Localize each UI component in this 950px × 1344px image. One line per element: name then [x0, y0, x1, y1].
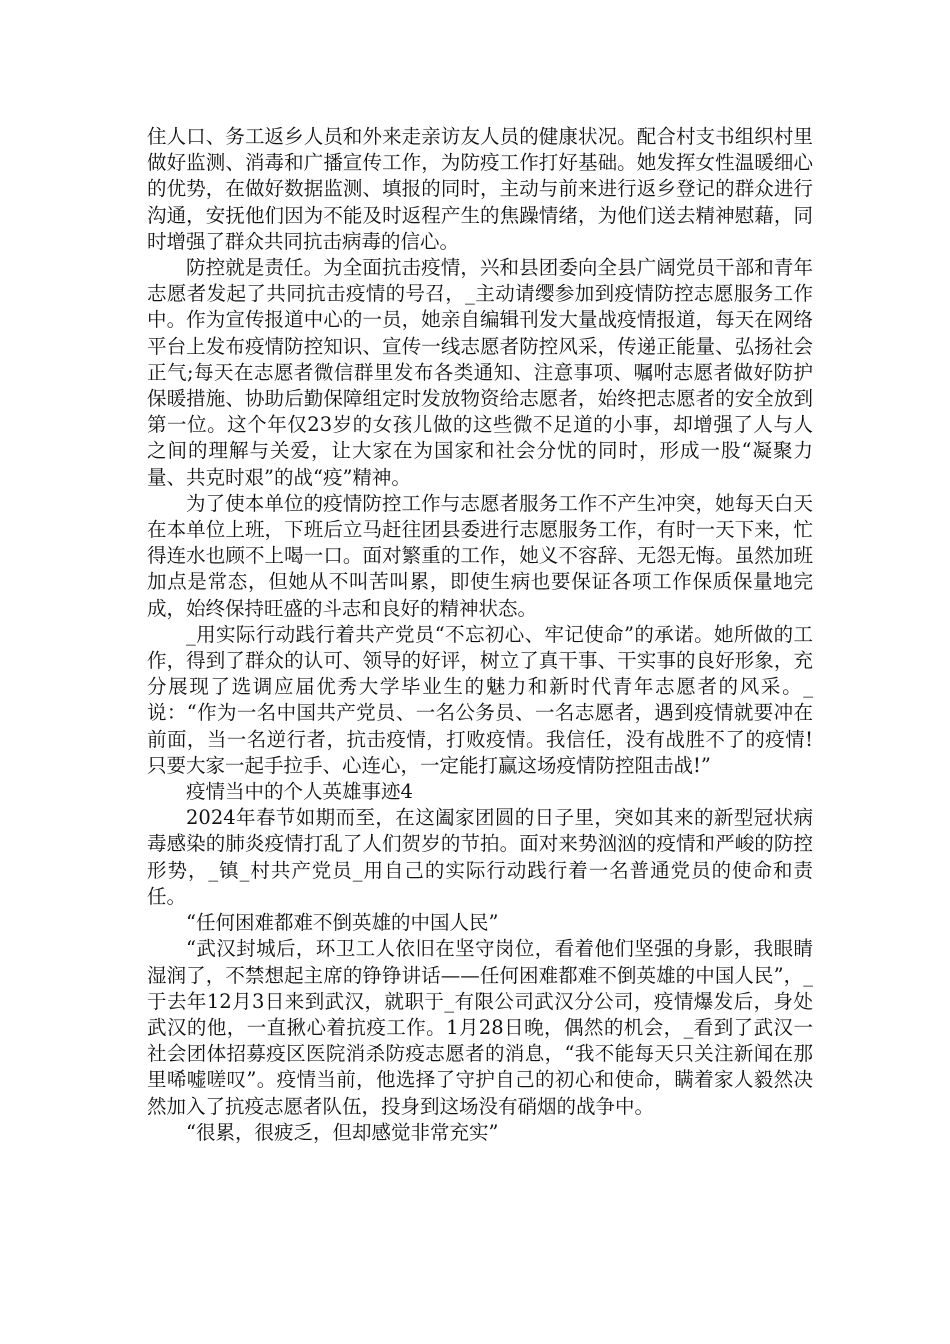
quote-heading: “很累，很疲乏，但却感觉非常充实”: [186, 1120, 499, 1144]
section-heading: 疫情当中的个人英雄事迹4: [186, 780, 413, 804]
paragraph: 为了使本单位的疫情防控工作与志愿者服务工作不产生冲突，她每天白天在本单位上班，下班后立马赶往团县委进行志愿服务工作，有时一天下来，忙得连水也顾不上喝一口。面对繁重的工作，她义不容辞、无怨无悔。虽然加班加点是常态，但她从不叫苦叫累，即使生病也要保证各项工作保质保量地完成，始终保持旺盛的斗志和良好的精神状态。: [147, 491, 813, 620]
paragraph: 2024年春节如期而至，在这阖家团圆的日子里，突如其来的新型冠状病毒感染的肺炎疫情打乱了人们贺岁的节拍。面对来势汹汹的疫情和严峻的防控形势，_镇_村共产党员_用自己的实际行动践行着一名普通党员的使命和责任。: [147, 806, 813, 908]
document-body: [147, 124, 813, 1146]
paragraph: “武汉封城后，环卫工人依旧在坚守岗位，看着他们坚强的身影，我眼睛湿润了，不禁想起主席的铮铮讲话——任何困难都难不倒英雄的中国人民”，_于去年12月3日来到武汉，就职于_有限公司武汉分公司，疫情爆发后，身处武汉的他，一直揪心着抗疫工作。1月28日晚，偶然的机会，_看到了武汉一社会团体招募疫区医院消杀防疫志愿者的消息，“我不能每天只关注新闻在那里唏嘘嗟叹”。疫情当前，他选择了守护自己的初心和使命，瞒着家人毅然决然加入了抗疫志愿者队伍，投身到这场没有硝烟的战争中。: [147, 937, 813, 1118]
paragraph: _用实际行动践行着共产党员“不忘初心、牢记使命”的承诺。她所做的工作，得到了群众的认可、领导的好评，树立了真干事、干实事的良好形象，充分展现了选调应届优秀大学毕业生的魅力和新时代青年志愿者的风采。_说：“作为一名中国共产党员、一名公务员、一名志愿者，遇到疫情就要冲在前面，当一名逆行者，抗击疫情，打败疫情。我信任，没有战胜不了的疫情!只要大家一起手拉手、心连心，一定能打赢这场疫情防控阻击战!”: [147, 622, 813, 777]
paragraph: 住人口、务工返乡人员和外来走亲访友人员的健康状况。配合村支书组织村里做好监测、消毒和广播宣传工作，为防疫工作打好基础。她发挥女性温暖细心的优势，在做好数据监测、填报的同时，主动与前来进行返乡登记的群众进行沟通，安抚他们因为不能及时返程产生的焦躁情绪，为他们送去精神慰藉，同时增强了群众共同抗击病毒的信心。: [147, 125, 813, 253]
paragraph: 防控就是责任。为全面抗击疫情，兴和县团委向全县广阔党员干部和青年志愿者发起了共同抗击疫情的号召，_主动请缨参加到疫情防控志愿服务工作中。作为宣传报道中心的一员，她亲自编辑刊发大量战疫情报道，每天在网络平台上发布疫情防控知识、宣传一线志愿者防控风采，传递正能量、弘扬社会正气;每天在志愿者微信群里发布各类通知、注意事项、嘱咐志愿者做好防护保暖措施、协助后勤保障组定时发放物资给志愿者，始终把志愿者的安全放到第一位。这个年仅23岁的女孩儿做的这些微不足道的小事，却增强了人与人之间的理解与关爱，让大家在为国家和社会分忧的同时，形成一股“凝聚力量、共克时艰”的战“疫”精神。: [147, 256, 813, 489]
quote-heading: “任何困难都难不倒英雄的中国人民”: [186, 911, 499, 935]
